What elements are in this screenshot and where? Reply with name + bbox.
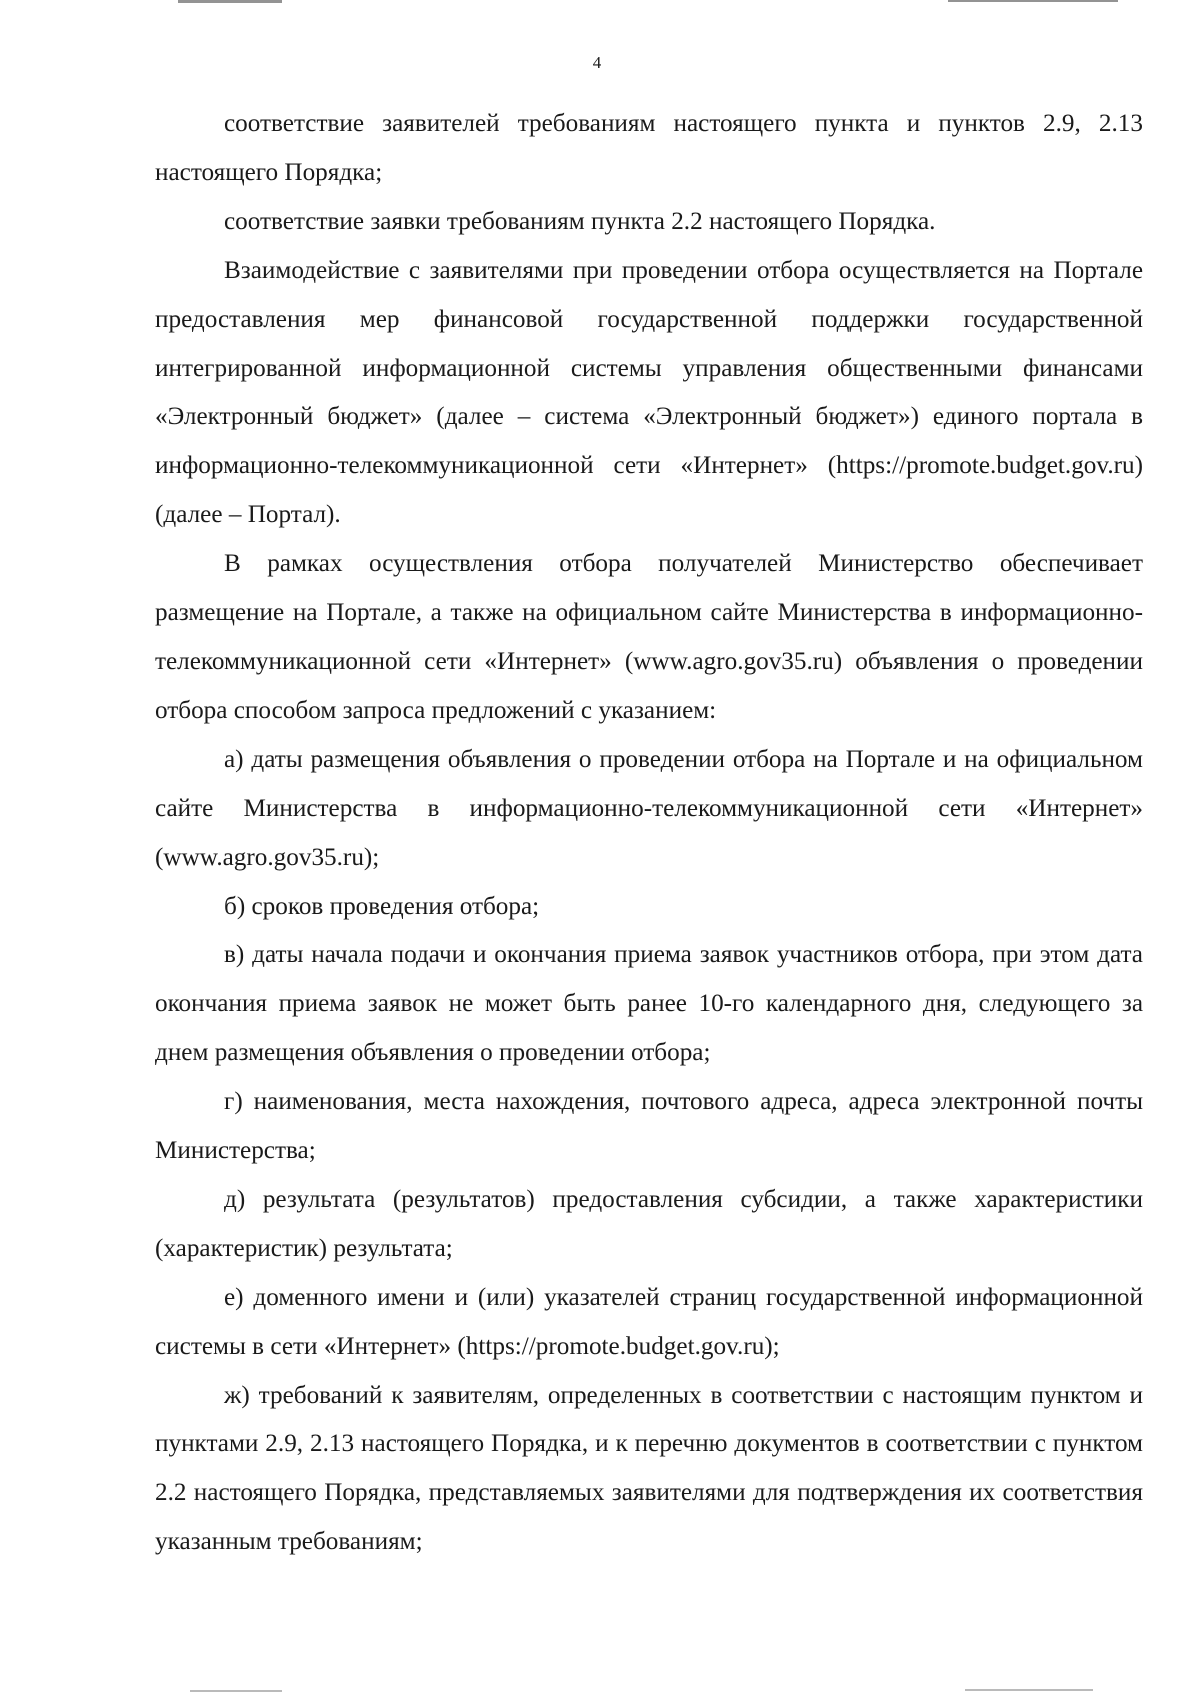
paragraph: в) даты начала подачи и окончания приема заявок участников отбора, при этом дата окончания приема заявок не может быть ранее 10-го календарного дня, следующего за днем размещения объявления о проведении отбора; bbox=[155, 941, 1143, 1067]
document-body bbox=[155, 100, 1143, 1567]
paragraph: д) результата (результатов) предоставления субсидии, а также характеристики (характеристик) результата; bbox=[155, 1185, 1143, 1262]
paragraph: б) сроков проведения отбора; bbox=[224, 892, 540, 920]
paragraph: е) доменного имени и (или) указателей страниц государственной информационной системы в сети «Интернет» (https://promote.budget.gov.ru); bbox=[155, 1283, 1143, 1360]
scan-edge-mark bbox=[948, 0, 1118, 2]
paragraph: Взаимодействие с заявителями при проведении отбора осуществляется на Портале предоставления мер финансовой государственной поддержки государственной интегрированной информационной системы управления общественными финансами «Электронный бюджет» (далее – система «Электронный бюджет») единого портала в информационно-телекоммуникационной сети «Интернет» (https://promote.budget.gov.ru) (далее – Портал). bbox=[155, 256, 1143, 529]
paragraph: соответствие заявителей требованиям настоящего пункта и пунктов 2.9, 2.13 настоящего Порядка; bbox=[155, 110, 1143, 186]
paragraph: г) наименования, места нахождения, почтового адреса, адреса электронной почты Министерства; bbox=[155, 1088, 1143, 1165]
paragraph: В рамках осуществления отбора получателей Министерство обеспечивает размещение на Портале, а также на официальном сайте Министерства в информационно-телекоммуникационной сети «Интернет» (www.agro.gov35.ru) объявления о проведении отбора способом запроса предложений с указанием: bbox=[155, 550, 1143, 724]
paragraph: а) даты размещения объявления о проведении отбора на Портале и на официальном сайте Министерства в информационно-телекоммуникационной сети «Интернет» (www.agro.gov35.ru); bbox=[155, 745, 1143, 871]
paragraph: соответствие заявки требованиям пункта 2.2 настоящего Порядка. bbox=[224, 207, 936, 235]
paragraph: ж) требований к заявителям, определенных в соответствии с настоящим пунктом и пунктами 2.9, 2.13 настоящего Порядка, и к перечню документов в соответствии с пунктом 2.2 настоящего Порядка, представляемых заявителями для подтверждения их соответствия указанным требованиям; bbox=[155, 1381, 1143, 1556]
page-number: 4 bbox=[592, 53, 602, 72]
scan-edge-mark bbox=[178, 0, 282, 3]
scan-edge-mark bbox=[190, 1690, 282, 1692]
scan-edge-mark bbox=[965, 1689, 1093, 1691]
